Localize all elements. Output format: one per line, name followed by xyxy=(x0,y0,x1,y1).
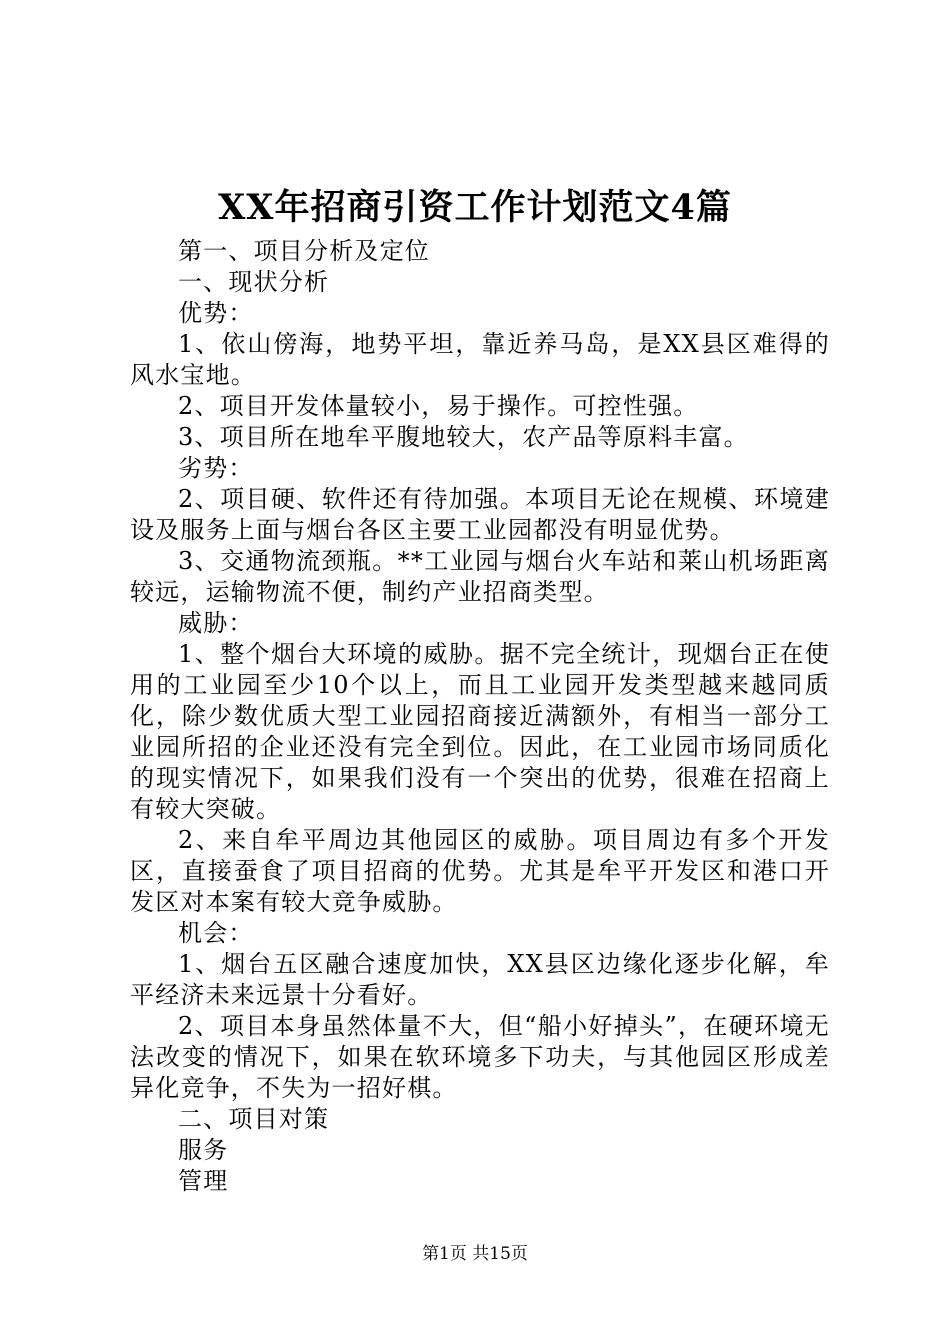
paragraph: 1、烟台五区融合速度加快，XX县区边缘化逐步化解，牟平经济未来远景十分看好。 xyxy=(130,950,830,1009)
paragraph: 3、项目所在地牟平腹地较大，农产品等原料丰富。 xyxy=(178,423,749,451)
paragraph: 2、项目本身虽然体量不大，但“船小好掉头”，在硬环境无法改变的情况下，如果在软环境多下功夫，与其他园区形成差异化竞争，不失为一招好棋。 xyxy=(130,1012,830,1102)
document-body xyxy=(130,236,830,1197)
paragraph: 劣势： xyxy=(178,454,254,482)
paragraph: 3、交通物流颈瓶。**工业园与烟台火车站和莱山机场距离较远，运输物流不便，制约产业招商类型。 xyxy=(130,547,830,606)
paragraph: 二、项目对策 xyxy=(178,1105,330,1133)
paragraph: 2、项目硬、软件还有待加强。本项目无论在规模、环境建设及服务上面与烟台各区主要工业园都没有明显优势。 xyxy=(130,485,830,544)
paragraph: 优势： xyxy=(178,299,254,327)
paragraph: 2、项目开发体量较小，易于操作。可控性强。 xyxy=(178,392,699,420)
document-title: XX年招商引资工作计划范文4篇 xyxy=(218,187,732,228)
paragraph: 服务 xyxy=(178,1136,229,1164)
paragraph: 管理 xyxy=(178,1167,229,1195)
paragraph: 第一、项目分析及定位 xyxy=(178,237,430,265)
paragraph: 一、现状分析 xyxy=(178,268,330,296)
paragraph: 1、整个烟台大环境的威胁。据不完全统计，现烟台正在使用的工业园至少10个以上，而且工业园开发类型越来越同质化，除少数优质大型工业园招商接近满额外，有相当一部分工业园所招的企业还没有完全到位。因此，在工业园市场同质化的现实情况下，如果我们没有一个突出的优势，很难在招商上有较大突破。 xyxy=(130,640,830,823)
paragraph: 威胁： xyxy=(178,609,254,637)
paragraph: 2、来自牟平周边其他园区的威胁。项目周边有多个开发区，直接蚕食了项目招商的优势。尤其是牟平开发区和港口开发区对本案有较大竞争威胁。 xyxy=(130,826,830,916)
paragraph: 1、依山傍海，地势平坦，靠近养马岛，是XX县区难得的风水宝地。 xyxy=(130,330,830,389)
paragraph: 机会： xyxy=(178,919,254,947)
page-number-footer: 第1页 共15页 xyxy=(422,1244,528,1264)
